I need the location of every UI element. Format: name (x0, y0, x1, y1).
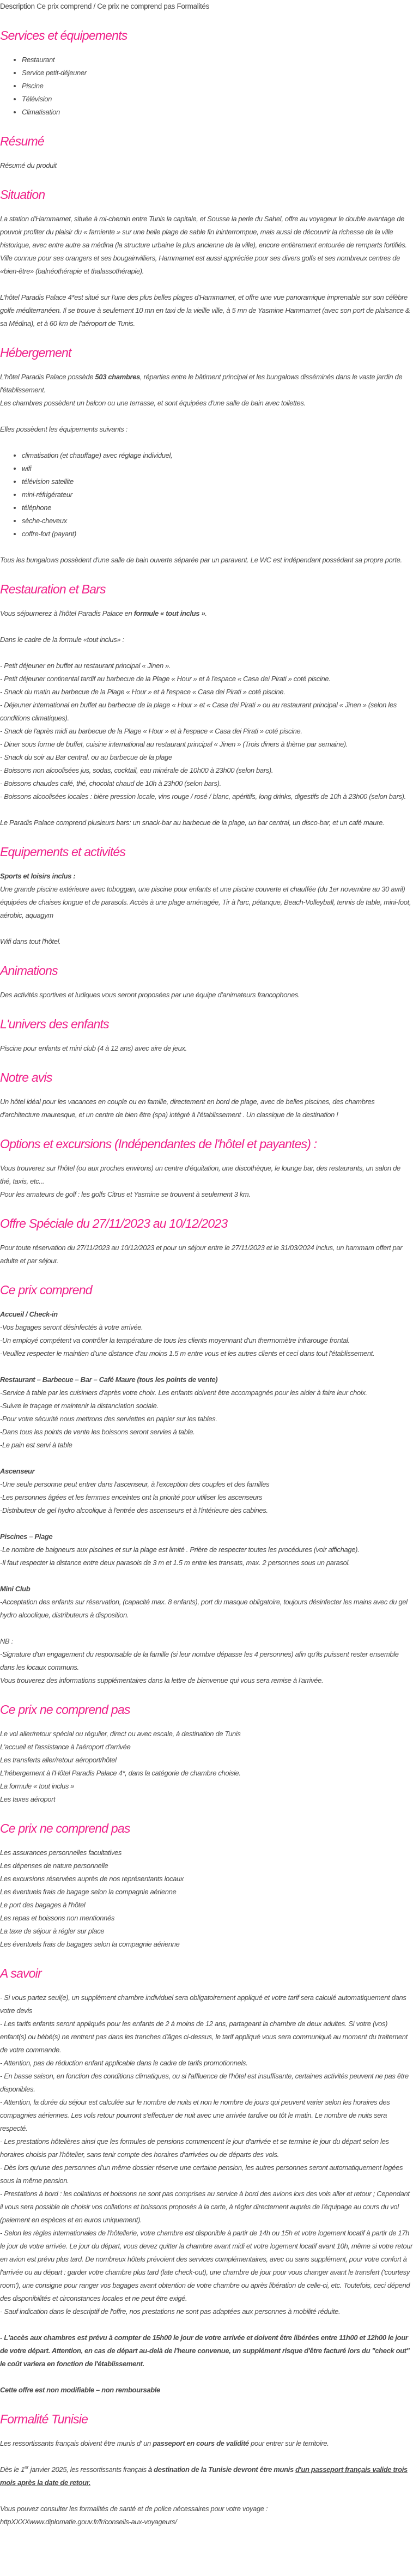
content-body (0, 27, 413, 2529)
paragraph (0, 1635, 413, 1687)
paragraph (0, 659, 413, 803)
section-nav (0, 0, 413, 13)
text-run: Elles possèdent les équipements suivants : (0, 425, 127, 433)
bold-text: Sports et loisirs inclus : (0, 872, 76, 880)
paragraph (0, 1308, 413, 1360)
text-run: - En basse saison, en fonction des conditions climatiques, ou si l'affluence de l'hôtel est insuffisante, certaines activités peuvent ne pas être disponibles. (0, 2072, 409, 2093)
text-run: -Le pain est servi à table (0, 1441, 72, 1449)
paragraph (0, 1162, 413, 1201)
text-run: Le vol aller/retour spécial ou régulier, direct ou avec escale, à destination de Tunis (0, 1730, 241, 1738)
text-run: Les chambres possèdent un balcon ou une terrasse, et sont équipées d'une salle de bain avec toilettes. (0, 399, 306, 407)
text-run: - Diner sous forme de buffet, cuisine international au restaurant principal « Jinen » (Trois diners à thème par semaine). (0, 740, 348, 748)
text-run: - Boissons non alcoolisées jus, sodas, cocktail, eau minérale de 10h00 à 23h00 (selon bars). (0, 766, 274, 774)
text-run: - Déjeuner international en buffet au barbecue de la plage « Hour » et « Casa dei Pirati » ou au restaurant principal « Jinen » (selon les conditions climatiques). (0, 701, 397, 722)
bold-text: à destination de la Tunisie devront être munis (148, 2465, 296, 2474)
text-run: Les repas et boissons non mentionnés (0, 1914, 114, 1922)
text-run: -Pour votre sécurité nous mettrons des serviettes en papier sur les tables. (0, 1415, 217, 1423)
paragraph (0, 1373, 413, 1452)
paragraph (0, 159, 413, 172)
text-run: Tous les bungalows possèdent d'une salle de bain ouverte séparée par un paravent. Le WC est indépendant possédant sa propre porte. (0, 556, 402, 564)
text-run: -Service à table par les cuisiniers d'après votre choix. Les enfants doivent être accompagnés pour les aider à faire leur choix. (0, 1389, 367, 1397)
section-heading: Résumé (0, 134, 44, 148)
bold-text: Piscines – Plage (0, 1532, 53, 1541)
text-run: L'hôtel Paradis Palace possède (0, 373, 95, 381)
text-run: -Il faut respecter la distance entre deux parasols de 3 m et 1.5 m entre les transats, max. 2 personnes sous un parasol. (0, 1559, 350, 1567)
paragraph (0, 816, 413, 829)
paragraph (0, 607, 413, 620)
paragraph (0, 1991, 413, 2318)
text-run: La formule « tout inclus » (0, 1782, 75, 1790)
text-run: Wifi dans tout l'hôtel. (0, 937, 61, 945)
paragraph (0, 291, 413, 330)
text-run: . (205, 609, 207, 617)
list-item: • télévision satellite (22, 475, 413, 488)
bold-text: 503 chambres (95, 373, 141, 381)
text-run: Piscine pour enfants et mini club (4 à 12 ans) avec aire de jeux. (0, 1044, 187, 1052)
bold-text: Mini Club (0, 1585, 31, 1593)
external-link[interactable]: httpXXXXwww.diplomatie.gouv.fr/fr/conseils-aux-voyageurs/ (0, 2518, 177, 2526)
bold-text: passeport en cours de validité (153, 2439, 249, 2447)
paragraph (0, 1728, 413, 1806)
nav-link-prix[interactable]: Ce prix comprend / Ce prix ne comprend pas (37, 2, 175, 10)
paragraph (0, 1042, 413, 1055)
text-run: -Dans tous les points de vente les boissons seront servies à table. (0, 1428, 195, 1436)
text-run: Des activités sportives et ludiques vous seront proposées par une équipe d'animateurs francophones. (0, 991, 300, 999)
bold-text: d'un passeport français valide trois mois après la date de retour. (0, 2465, 408, 2487)
text-run: Le port des bagages à l'hôtel (0, 1901, 86, 1909)
text-run: Les transferts aller/retour aéroport/hôtel (0, 1756, 117, 1764)
paragraph (0, 935, 413, 948)
text-run: Dans le cadre de la formule «tout inclus» : (0, 635, 124, 644)
paragraph (0, 554, 413, 567)
section-heading: Notre avis (0, 1070, 52, 1084)
section-heading: Situation (0, 187, 45, 202)
text-run: -Suivre le traçage et maintenir la distanciation sociale. (0, 1402, 159, 1410)
paragraph (0, 2384, 413, 2397)
bold-text: formule « tout inclus » (133, 609, 205, 617)
text-run: - Snack du matin au barbecue de la Plage « Hour » et à l'espace « Casa dei Pirati » coté piscine. (0, 688, 286, 696)
text-run: L'hôtel Paradis Palace 4*est situé sur l'une des plus belles plages d'Hammamet, et offre une vue panoramique imprenable sur son célèbre golfe méditerranéen. Il se trouve à seulement 10 mn en taxi de la vieille ville, à 5 mn de Yasmine Hammamet (avec son port de plaisance & sa Médina), et à 60 km de l'aéroport de Tunis. (0, 293, 410, 328)
paragraph (0, 989, 413, 1002)
text-run: Les assurances personnelles facultatives (0, 1848, 122, 1857)
list-item: • Télévision (22, 93, 413, 106)
text-run: - Petit déjeuner continental tardif au barbecue de la Plage « Hour » et à l'espace « Casa dei Pirati » coté piscine. (0, 675, 331, 683)
paragraph (0, 1583, 413, 1622)
section-heading: Options et excursions (Indépendantes de l'hôtel et payantes) : (0, 1137, 317, 1151)
text-run: - Si vous partez seul(e), un supplément chambre individuel sera obligatoirement appliqué et votre tarif sera calculé automatiquement dans votre devis (0, 1993, 406, 2015)
paragraph (0, 1465, 413, 1517)
text-run: Vous pouvez consulter les formalités de santé et de police nécessaires pour votre voyage : (0, 2505, 268, 2513)
text-run: -Un employé compétent va contrôler la température de tous les clients moyennant d'un thermomètre infrarouge frontal. (0, 1336, 350, 1344)
paragraph (0, 371, 413, 410)
section-heading: Offre Spéciale du 27/11/2023 au 10/12/2023 (0, 1216, 228, 1231)
section-heading: Ce prix comprend (0, 1283, 92, 1297)
text-run: Vous séjournerez à l'hôtel Paradis Palace en (0, 609, 134, 617)
bold-text: Ascenseur (0, 1467, 35, 1475)
bullet-list (0, 53, 413, 119)
list-item: • Piscine (22, 80, 413, 93)
paragraph (0, 633, 413, 646)
section-heading: Restauration et Bars (0, 582, 106, 596)
paragraph (0, 870, 413, 922)
text-run: , réparties entre le bâtiment principal et les bungalows disséminés dans le vaste jardin de l'établissement. (0, 373, 403, 394)
paragraph (0, 2463, 413, 2489)
text-run: Les ressortissants français doivent être munis d' un (0, 2439, 153, 2447)
text-run: Les dépenses de nature personnelle (0, 1862, 108, 1870)
text-run: La taxe de séjour à régler sur place (0, 1927, 105, 1935)
text-run: er (24, 2464, 29, 2470)
paragraph (0, 2502, 413, 2529)
nav-link-description[interactable]: Description (0, 2, 35, 10)
section-heading: A savoir (0, 1966, 41, 1980)
section-heading: Formalité Tunisie (0, 2412, 88, 2426)
paragraph (0, 1530, 413, 1569)
text-run: L'hébergement à l'Hôtel Paradis Palace 4*, dans la catégorie de chambre choisie. (0, 1769, 241, 1777)
paragraph (0, 2437, 413, 2450)
list-item: • coffre-fort (payant) (22, 528, 413, 541)
paragraph (0, 1095, 413, 1122)
section-heading: Services et équipements (0, 28, 127, 43)
text-run: Le Paradis Palace comprend plusieurs bars: un snack-bar au barbecue de la plage, un bar central, un disco-bar, et un café maure. (0, 819, 385, 827)
text-run: pour entrer sur le territoire. (248, 2439, 329, 2447)
text-run: Vous trouverez des informations supplémentaires dans la lettre de bienvenue qui vous sera remise à l'arrivée. (0, 1676, 324, 1684)
text-run: Les éventuels frais de bagages selon la compagnie aérienne (0, 1940, 180, 1948)
text-run: -Acceptation des enfants sur réservation, (capacité max. 8 enfants), port du masque obligatoire, toujours désinfecter les mains avec du gel hydro alcoolique, distributeurs à disposition. (0, 1598, 408, 1619)
text-run: -Distributeur de gel hydro alcoolique à l'entrée des ascenseurs et à l'intérieure des cabines. (0, 1506, 268, 1514)
text-run: - Dès lors qu'une des personnes d'un même dossier réserve une certaine pension, les autres personnes seront automatiquement logées sous la même pension. (0, 2163, 403, 2185)
text-run: - Selon les règles internationales de l'hôtellerie, votre chambre est disponible à partir de 14h ou 15h et votre logement locatif à partir de 17h le jour de votre arrivée. Le jour du départ, vous devez quitter la chambre avant midi et votre logement locatif avant 10h, même si votre retour en avion est prévu plus tard. De nombreux hôtels prévoient des services complémentaires, avec ou sans supplément, pour votre confort à l'arrivée ou au départ : garder votre chambre plus tard (late check-out), une chambre de jour pour vous changer avant le transfert ('courtesy room'), une consigne pour ranger vos bagages avant obtention de votre chambre ou après libération de celle-ci, etc. Toutefois, ceci dépend des disponibilités et circonstances locales et ne peut être exigé. (0, 2229, 413, 2302)
text-run: - Les tarifs enfants seront appliqués pour les enfants de 2 à moins de 12 ans, partageant la chambre de deux adultes. Si votre (vos) enfant(s) ou bébé(s) ne rentrent pas dans les tranches d'âges ci-dessus, le tarif appliqué vous sera communiqué au moment du traitement de votre commande. (0, 2020, 408, 2054)
nav-link-formalites[interactable]: Formalités (177, 2, 209, 10)
text-run: Dès le 1 (0, 2465, 25, 2474)
section-heading: Ce prix ne comprend pas (0, 1702, 130, 1717)
section-heading: Animations (0, 963, 58, 978)
text-run: L'accueil et l'assistance à l'aéroport d'arrivée (0, 1743, 131, 1751)
text-run: Résumé du produit (0, 161, 57, 169)
text-run: Les excursions réservées auprès de nos représentants locaux (0, 1875, 184, 1883)
paragraph (0, 423, 413, 436)
text-run: - Boissons chaudes café, thé, chocolat chaud de 10h à 23h00 (selon bars). (0, 779, 221, 787)
bold-text: - L'accès aux chambres est prévu à compter de 15h00 le jour de votre arrivée et doivent être libérées entre 11h00 et 12h00 le jour de votre départ. Attention, en cas de départ au-delà de l'heure convenue, un supplément risque d'être facturé lors du "check out" le coût variera en fonction de l'établissement. (0, 2333, 410, 2368)
text-run: -Signature d'un engagement du responsable de la famille (si leur nombre dépasse les 4 personnes) afin qu'ils puissent rester ensemble dans les locaux communs. (0, 1650, 399, 1671)
text-run: -Vos bagages seront désinfectés à votre arrivée. (0, 1323, 143, 1331)
text-run: Pour les amateurs de golf : les golfs Citrus et Yasmine se trouvent à seulement 3 km. (0, 1190, 251, 1198)
list-item: • téléphone (22, 501, 413, 514)
section-heading: Hébergement (0, 346, 71, 360)
paragraph (0, 213, 413, 278)
text-run: Les éventuels frais de bagage selon la compagnie aérienne (0, 1888, 177, 1896)
text-run: La station d'Hammamet, située à mi-chemin entre Tunis la capitale, et Sousse la perle du Sahel, offre au voyageur le double avantage de pouvoir profiter du plaisir du « farniente » sur une belle plage de sable fin ininterrompue, mais aussi de découvrir la richesse de la ville historique, avec entre autre sa médina (la structure urbaine la plus ancienne de la ville), encore entièrement entourée de remparts fortifiés. Ville connue pour ses orangers et ses bougainvilliers, Hammamet est aussi appréciée pour ses divers golfs et ses nombreux centres de «bien-être» (balnéothérapie et thalassothérapie). (0, 215, 407, 275)
text-run: Les taxes aéroport (0, 1795, 56, 1803)
text-run: -Les personnes âgées et les femmes enceintes ont la priorité pour utiliser les ascenseurs (0, 1493, 263, 1501)
list-item: • Restaurant (22, 53, 413, 66)
list-item: • climatisation (et chauffage) avec réglage individuel, (22, 449, 413, 462)
bold-text: Cette offre est non modifiable – non remboursable (0, 2386, 160, 2394)
text-run: Pour toute réservation du 27/11/2023 au 10/12/2023 et pour un séjour entre le 27/11/2023 et le 31/03/2024 inclus, un hammam offert par adulte et par séjour. (0, 1244, 403, 1265)
text-run: - Prestations à bord : les collations et boissons ne sont pas comprises au service à bord des avions lors des vols aller et retour ; Cependant il vous sera possible de choisir vos collations et boissons proposés à la carte, à régler directement auprès de l'équipage au cours du vol (paiement en espèces et en euros uniquement). (0, 2190, 410, 2224)
text-run: - Attention, pas de réduction enfant applicable dans le cadre de tarifs promotionnels. (0, 2059, 248, 2067)
paragraph (0, 1846, 413, 1951)
list-item: • Service petit-déjeuner (22, 66, 413, 80)
text-run: - Sauf indication dans le descriptif de l'offre, nos prestations ne sont pas adaptées aux personnes à mobilité réduite. (0, 2307, 341, 2316)
paragraph (0, 1241, 413, 1268)
list-item: • mini-réfrigérateur (22, 488, 413, 501)
text-run: -Veuillez respecter le maintien d'une distance d'au moins 1.5 m entre vous et les autres clients et ceci dans tout l'établissement. (0, 1349, 375, 1357)
bold-text: Accueil / Check-in (0, 1310, 58, 1318)
section-heading: L'univers des enfants (0, 1017, 109, 1031)
text-run: - Petit déjeuner en buffet au restaurant principal « Jinen ». (0, 662, 171, 670)
text-run: Vous trouverez sur l'hôtel (ou aux proches environs) un centre d'équitation, une discothèque, le lounge bar, des restaurants, un salon de thé, taxis, etc... (0, 1164, 400, 1185)
text-run: - Les prestations hôtelières ainsi que les formules de pensions commencent le jour d'arrivée et se termine le jour du départ selon les horaires choisis par l'hôtelier, sans tenir compte des horaires d'arrivées ou de départs des vols. (0, 2137, 389, 2159)
list-item: • wifi (22, 462, 413, 475)
text-run: -Le nombre de baigneurs aux piscines et sur la plage est limité . Prière de respecter toutes les procédures (voir affichage). (0, 1545, 360, 1554)
text-run: -Une seule personne peut entrer dans l'ascenseur, à l'exception des couples et des familles (0, 1480, 270, 1488)
text-run: - Snack de l'après midi au barbecue de la Plage « Hour » et à l'espace « Casa dei Pirati » coté piscine. (0, 727, 302, 735)
text-run: - Snack du soir au Bar central. ou au barbecue de la plage (0, 753, 172, 761)
section-heading: Ce prix ne comprend pas (0, 1821, 130, 1835)
text-run: - Boissons alcoolisées locales : bière pression locale, vins rouge / rosé / blanc, apéritifs, long drinks, digestifs de 10h à 23h00 (selon bars). (0, 792, 406, 801)
text-run: NB : (0, 1637, 13, 1645)
list-item: • sèche-cheveux (22, 514, 413, 528)
text-run: janvier 2025, les ressortissants français (28, 2465, 148, 2474)
text-run: - Attention, la durée du séjour est calculée sur le nombre de nuits et non le nombre de jours qui peuvent varier selon les horaires des compagnies aériennes. Les vols retour pourront s'effectuer de nuit avec une arrivée tardive ou tôt le matin. Le nombre de nuits sera respecté. (0, 2098, 390, 2132)
paragraph (0, 2331, 413, 2371)
section-heading: Equipements et activités (0, 845, 126, 859)
text-run: Un hôtel idéal pour les vacances en couple ou en famille, directement en bord de plage, avec de belles piscines, des chambres d'architecture mauresque, et un centre de bien être (spa) intégré à l'établissement . Un classique de la destination ! (0, 1098, 375, 1119)
list-item: • Climatisation (22, 106, 413, 119)
bold-text: Restaurant – Barbecue – Bar – Café Maure (tous les points de vente) (0, 1375, 218, 1384)
text-run: Une grande piscine extérieure avec toboggan, une piscine pour enfants et une piscine couverte et chauffée (du 1er novembre au 30 avril) équipées de chaises longue et de parasols. Accès à une plage aménagée, Tir à l'arc, pétanque, Beach-Volleyball, tennis de table, mini-foot, aérobic, aquagym (0, 885, 411, 919)
bullet-list (0, 449, 413, 541)
